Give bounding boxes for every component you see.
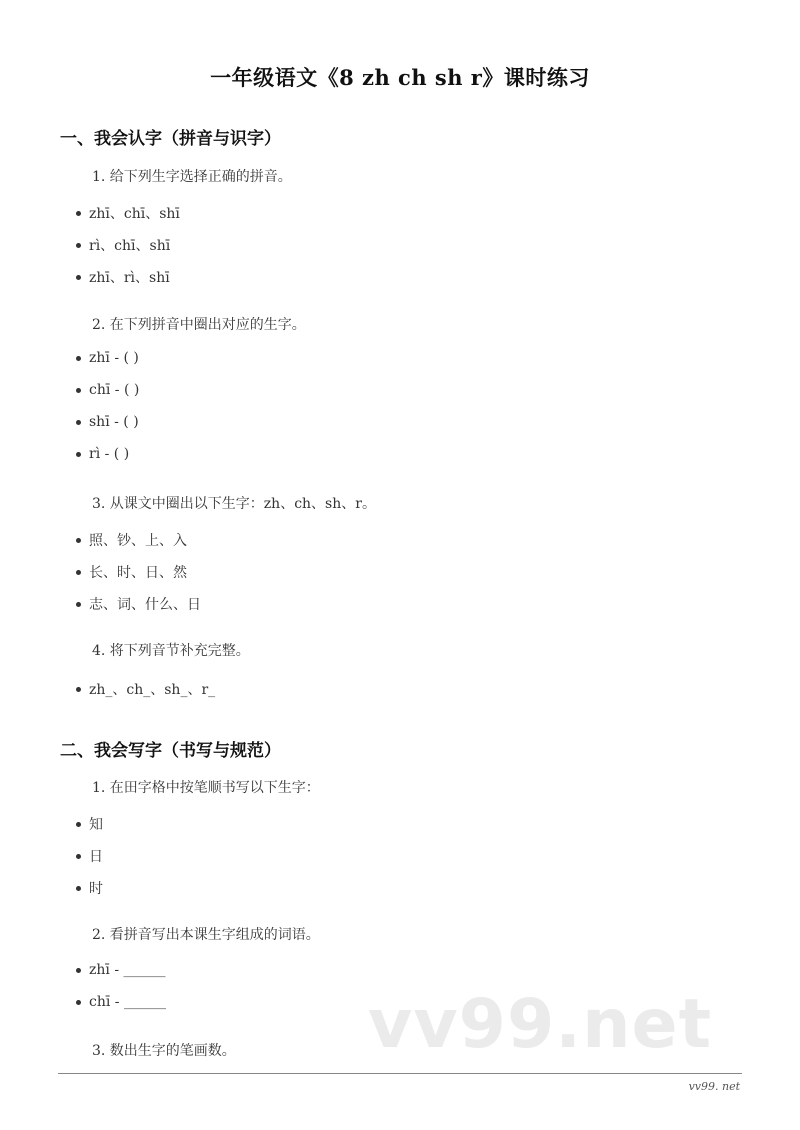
question-1-1: 1. 给下列生字选择正确的拼音。 [92,169,292,185]
question-2-3: 3. 数出生字的笔画数。 [92,1043,236,1059]
bullet-icon [76,822,81,827]
section-heading-1: 一、我会认字（拼音与识字） [60,129,281,149]
bullet-icon [76,452,81,457]
list-item: 志、词、什么、日 [76,594,201,614]
question-1-4: 4. 将下列音节补充完整。 [92,643,250,659]
watermark: vv99.net [368,985,713,1064]
page-title: 一年级语文《8 zh ch sh r》课时练习 [210,65,590,90]
list-item: chī - ______ [76,994,166,1010]
footer-text: vv99. net [688,1080,740,1093]
bullet-icon [76,602,81,607]
bullet-icon [76,687,81,692]
list-item: rì - ( ) [76,446,129,462]
list-item: zhī - ( ) [76,350,139,366]
bullet-icon [76,275,81,280]
bullet-icon [76,211,81,216]
list-item: zhī - ______ [76,962,166,978]
list-item: zhī、chī、shī [76,203,180,223]
list-item: shī - ( ) [76,414,139,430]
bullet-icon [76,1000,81,1005]
bullet-icon [76,243,81,248]
bullet-icon [76,854,81,859]
list-item: zh_、ch_、sh_、r_ [76,679,215,699]
list-item: rì、chī、shī [76,235,170,255]
question-1-2: 2. 在下列拼音中圈出对应的生字。 [92,317,306,333]
bullet-icon [76,886,81,891]
bullet-icon [76,356,81,361]
bullet-icon [76,538,81,543]
bullet-icon [76,570,81,575]
list-item: 长、时、日、然 [76,562,187,582]
bullet-icon [76,420,81,425]
list-item: 知 [76,814,103,834]
list-item: 日 [76,846,103,866]
bullet-icon [76,968,81,973]
list-item: 照、钞、上、入 [76,530,187,550]
list-item: 时 [76,878,103,898]
question-2-2: 2. 看拼音写出本课生字组成的词语。 [92,927,320,943]
question-1-3: 3. 从课文中圈出以下生字：zh、ch、sh、r。 [92,496,376,512]
list-item: chī - ( ) [76,382,139,398]
footer-divider [58,1073,742,1074]
question-2-1: 1. 在田字格中按笔顺书写以下生字： [92,780,320,796]
section-heading-2: 二、我会写字（书写与规范） [60,741,281,761]
bullet-icon [76,388,81,393]
list-item: zhī、rì、shī [76,267,170,287]
